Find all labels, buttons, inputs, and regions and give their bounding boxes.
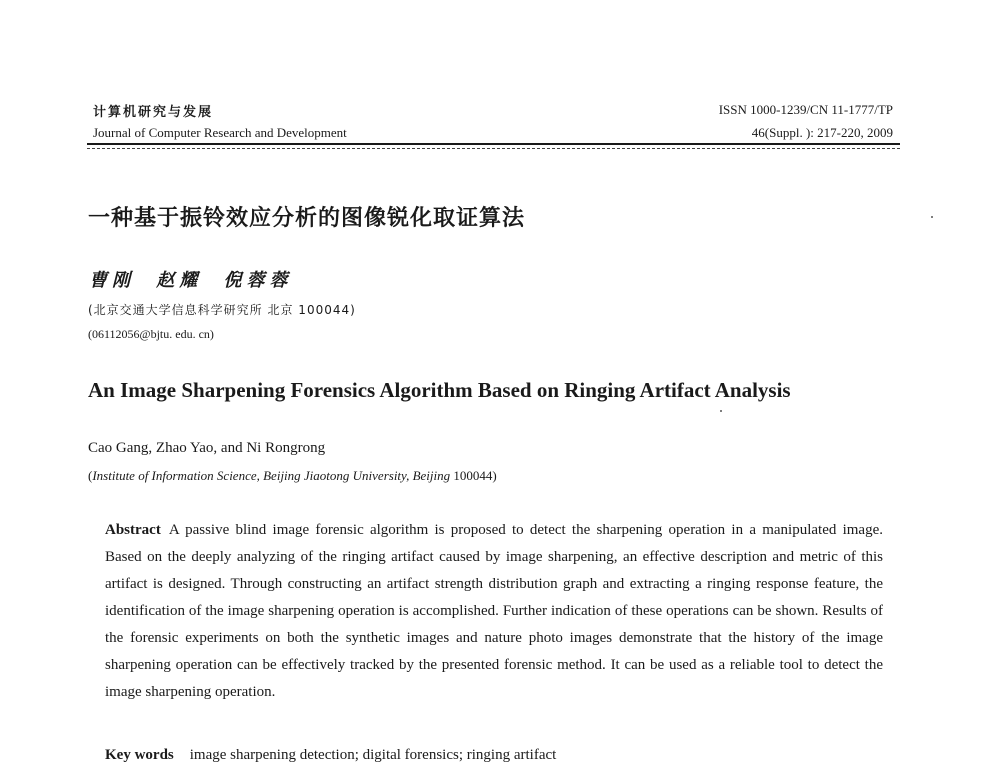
- affiliation-open-paren: (: [88, 468, 93, 483]
- journal-name-cn: 计算机研究与发展: [93, 105, 214, 120]
- abstract-text: A passive blind image forensic algorithm is proposed to detect the sharpening operation in a manipulated image. Based on the deeply analyzing of the ringing artifact caused by image sharpening, an effective description and metric of this artifact is designed. Through constructing an artifact strength distribution graph and extracting a ringing response feature, the identification of the image sharpening operation is accomplished. Further indication of these operations can be shown. Results of the forensic experiments on both the synthetic images and nature photo images demonstrate that the history of the image sharpening operation can be effectively tracked by the presented forensic method. It can be used as a reliable tool to detect the image sharpening operation.: [105, 522, 883, 700]
- authors-en: Cao Gang, Zhao Yao, and Ni Rongrong: [88, 440, 326, 456]
- header-rule-dashed: [87, 148, 900, 149]
- author-email: (06112056@bjtu. edu. cn): [88, 327, 214, 341]
- affiliation-cn: (北京交通大学信息科学研究所 北京 100044): [88, 303, 356, 317]
- scan-speck: [931, 216, 933, 218]
- scan-speck: [720, 410, 722, 412]
- affiliation-en-text: Institute of Information Science, Beijing Jiaotong University, Beijing: [92, 468, 451, 483]
- affiliation-en-code: 100044): [450, 468, 497, 483]
- volume-line: 46(Suppl. ): 217-220, 2009: [751, 125, 893, 140]
- affiliation-en: [88, 468, 497, 484]
- abstract-label: Abstract: [105, 522, 161, 538]
- keywords-text: image sharpening detection; digital forensics; ringing artifact: [189, 747, 557, 763]
- authors-cn: 曹刚 赵耀 倪蓉蓉: [89, 270, 293, 291]
- keywords-label: Key words: [105, 747, 174, 763]
- journal-name-en: Journal of Computer Research and Development: [93, 125, 347, 140]
- title-cn: 一种基于振铃效应分析的图像锐化取证算法: [88, 206, 526, 231]
- abstract: [105, 517, 883, 706]
- issn-line: ISSN 1000-1239/CN 11-1777/TP: [718, 102, 893, 117]
- keywords: [105, 747, 556, 764]
- title-en: An Image Sharpening Forensics Algorithm Based on Ringing Artifact Analysis: [88, 378, 791, 402]
- header-rule-solid: [87, 143, 900, 145]
